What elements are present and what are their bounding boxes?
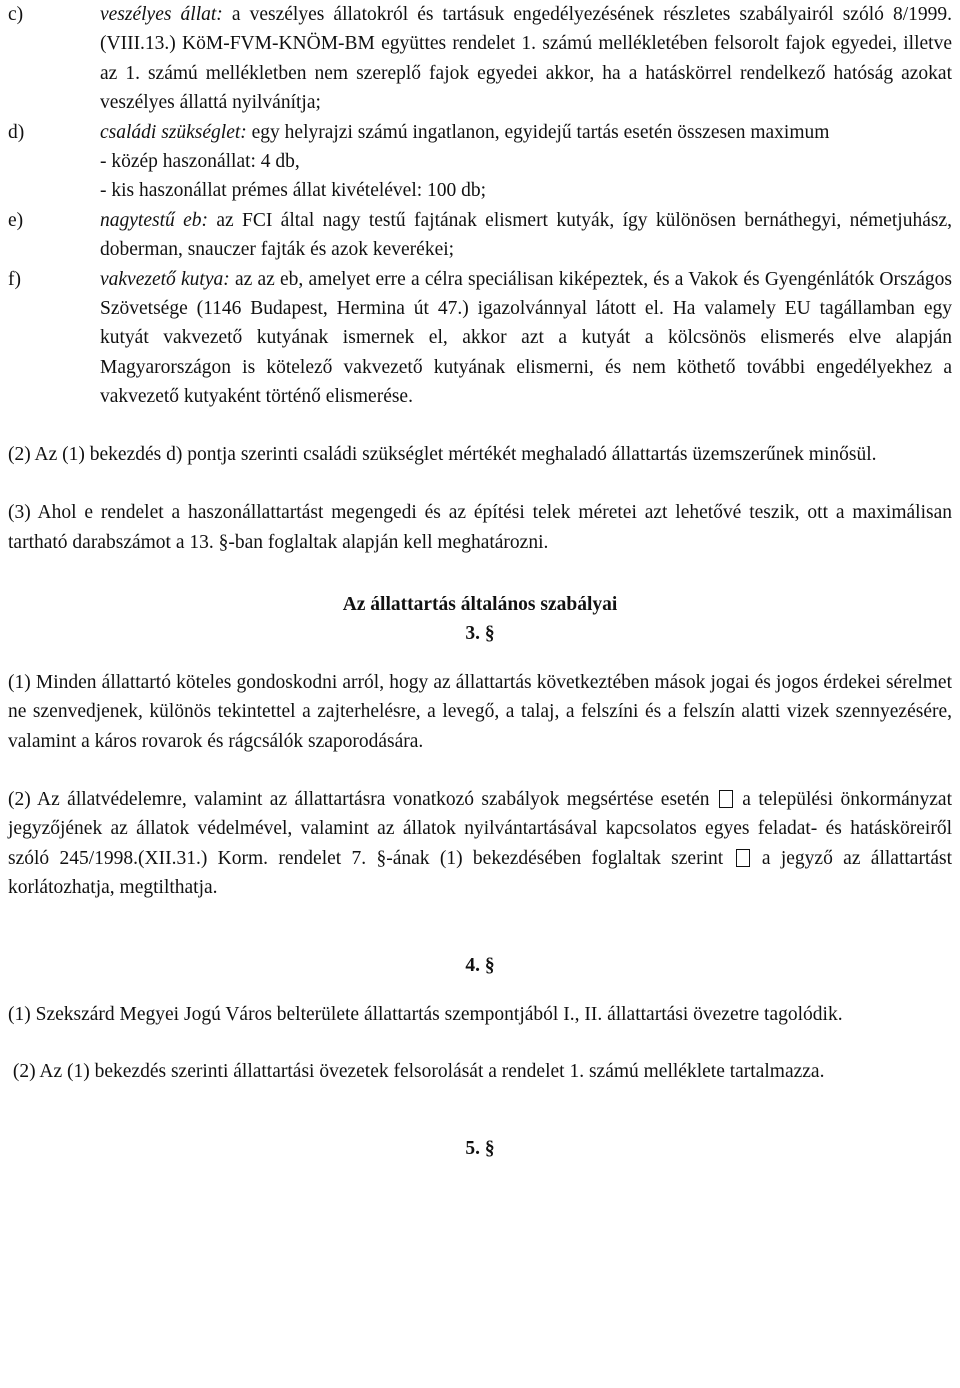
item-text [100,206,952,265]
item-label: f) [8,268,21,290]
item-term: vakvezető kutya: [100,268,230,290]
item-term: veszélyes állat: [100,4,223,25]
item-label: e) [8,209,24,231]
item-label: c) [8,4,24,25]
section-number-3: 3. § [465,623,495,645]
item-term: nagytestű eb: [100,209,208,231]
item-subline: - kis haszonállat prémes állat kivételével: 100 db; [100,180,487,202]
item-text [100,0,952,118]
paragraph-3-2-part-b: a települési önkormányzat jegyzőjének az állatok védelmével, valamint az állatok nyilvántartásával kapcsolatos egyes feladat- és hatásköreiről szóló 245/1998.(XII.31.) Korm. rendelet 7. §-ának (1) bekezdésében foglaltak szerint [8,788,952,869]
item-text [100,118,952,147]
item-body [100,0,952,118]
paragraph-2-3: (3) Ahol e rendelet a haszonállattartást megengedi és az építési telek méretei azt lehetővé teszik, ott a maximálisan tartható darabszámot a 13. §-ban foglaltak alapján kell meghatározni. [8,502,952,553]
list-item-f [8,265,952,412]
list-item-d [8,118,952,206]
item-subline: - közép haszonállat: 4 db, [100,151,300,173]
item-definition: az FCI által nagy testű fajtának elismert kutyák, így különösen bernáthegyi, németjuhász, doberman, snauczer fajták és azok keverékei; [100,209,952,261]
item-body [100,118,952,206]
section-number-5: 5. § [465,1137,495,1159]
missing-glyph-icon [736,849,750,867]
paragraph-3-2 [8,785,952,903]
item-term: családi szükséglet: [100,121,247,143]
missing-glyph-icon [719,790,733,808]
item-body [100,265,952,412]
paragraph-3-2-part-a: (2) Az állatvédelemre, valamint az állattartásra vonatkozó szabályok megsértése esetén [8,788,710,810]
section-heading: Az állattartás általános szabályai [342,593,618,615]
paragraph-3-1: (1) Minden állattartó köteles gondoskodni arról, hogy az állattartás következtében mások jogai és jogos érdekei sérelmet ne szenvedjenek, különös tekintettel a zajterhelésre, a levegő, a talaj, a felszíni és a felszín alatti vizek szennyezésére, valamint a káros rovarok és rágcsálók szaporodására. [8,671,952,752]
item-definition: egy helyrajzi számú ingatlanon, egyidejű tartás esetén összesen maximum [246,121,830,143]
paragraph-3-2-part-c: a jegyző az állattartást korlátozhatja, megtilthatja. [8,847,953,899]
item-definition: az az eb, amelyet erre a célra speciálisan kiképeztek, és a Vakok és Gyengénlátók Országos Szövetsége (1146 Budapest, Hermina út 47.) igazolvánnyal látott el. Ha valamely EU tagállamban egy kutyát vakvezető kutyának ismernek el, akkor azt a kutyát a kölcsönös elismerés elve alapján Magyarországon is kötelező vakvezető kutyának elismerni, és nem köthető további engedélyekhez a vakvezető kutyaként történő elismerése. [100,268,952,408]
item-text [100,265,952,412]
section-number-4: 4. § [465,954,495,976]
paragraph-2-2: (2) Az (1) bekezdés d) pontja szerinti családi szükséglet mértékét meghaladó állattartás üzemszerűnek minősül. [8,443,877,465]
item-label: d) [8,121,25,143]
item-body [100,206,952,265]
paragraph-4-1: (1) Szekszárd Megyei Jogú Város belterülete állattartás szempontjából I., II. állattartási övezetre tagolódik. [8,1003,843,1025]
paragraph-4-2: (2) Az (1) bekezdés szerinti állattartási övezetek felsorolását a rendelet 1. számú melléklete tartalmazza. [8,1061,825,1083]
item-definition: a veszélyes állatokról és tartásuk engedélyezésének részletes szabályairól szóló 8/1999.(VIII.13.) KöM-FVM-KNÖM-BM együttes rendelet 1. számú mellékletében felsorolt fajok egyedei, illetve az 1. számú mellékletben nem szereplő fajok egyedei akkor, ha a hatáskörrel rendelkező hatóság azokat veszélyes állattá nyilvánítja; [100,4,952,114]
list-item-e [8,206,952,265]
list-item-c [8,0,952,118]
